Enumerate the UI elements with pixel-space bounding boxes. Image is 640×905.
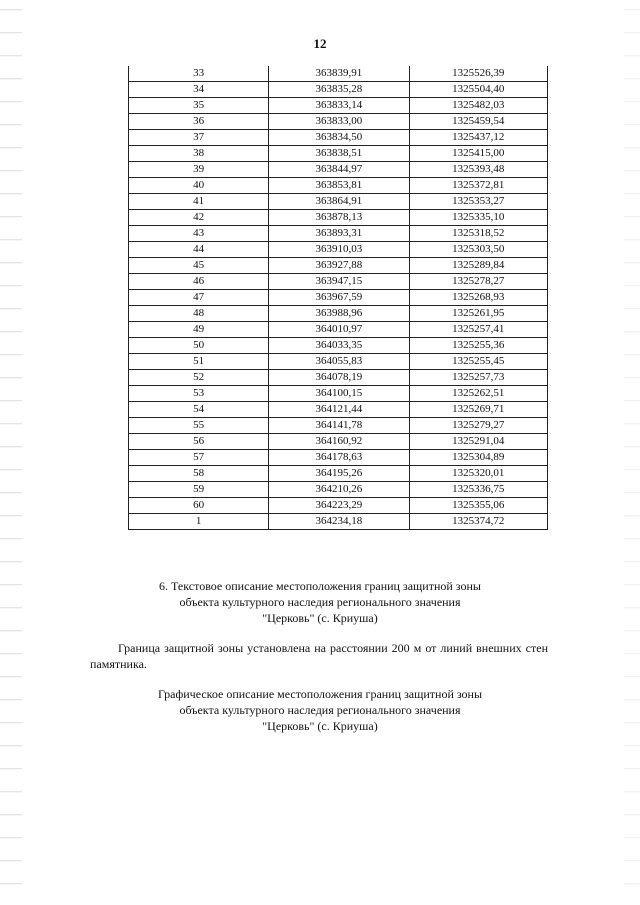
point-number-cell: 55 (129, 418, 269, 434)
point-number-cell: 57 (129, 450, 269, 466)
y-coordinate-cell: 1325289,84 (409, 258, 547, 274)
y-coordinate-cell: 1325255,45 (409, 354, 547, 370)
point-number-cell: 46 (129, 274, 269, 290)
table-row (129, 466, 548, 482)
y-coordinate-cell: 1325336,75 (409, 482, 547, 498)
point-number-cell: 37 (129, 130, 269, 146)
y-coordinate-cell: 1325257,73 (409, 370, 547, 386)
y-coordinate-cell: 1325526,39 (409, 66, 547, 82)
y-coordinate-cell: 1325415,00 (409, 146, 547, 162)
y-coordinate-cell: 1325504,40 (409, 82, 547, 98)
table-row (129, 226, 548, 242)
table-row (129, 322, 548, 338)
table-row (129, 82, 548, 98)
table-row (129, 162, 548, 178)
y-coordinate-cell: 1325291,04 (409, 434, 547, 450)
point-number-cell: 53 (129, 386, 269, 402)
y-coordinate-cell: 1325459,54 (409, 114, 547, 130)
x-coordinate-cell: 363910,03 (269, 242, 409, 258)
table-row (129, 114, 548, 130)
point-number-cell: 36 (129, 114, 269, 130)
x-coordinate-cell: 364223,29 (269, 498, 409, 514)
graphic-description-heading-line-1: Графическое описание местоположения границ защитной зоны (157, 687, 483, 701)
point-number-cell: 38 (129, 146, 269, 162)
x-coordinate-cell: 364234,18 (269, 514, 409, 530)
table-row (129, 210, 548, 226)
y-coordinate-cell: 1325320,01 (409, 466, 547, 482)
point-number-cell: 35 (129, 98, 269, 114)
table-row (129, 498, 548, 514)
point-number-cell: 33 (129, 66, 269, 82)
scan-artifact-right (624, 0, 640, 905)
point-number-cell: 51 (129, 354, 269, 370)
x-coordinate-cell: 364141,78 (269, 418, 409, 434)
point-number-cell: 58 (129, 466, 269, 482)
y-coordinate-cell: 1325393,48 (409, 162, 547, 178)
y-coordinate-cell: 1325261,95 (409, 306, 547, 322)
x-coordinate-cell: 363927,88 (269, 258, 409, 274)
section-6-heading (0, 578, 640, 626)
y-coordinate-cell: 1325437,12 (409, 130, 547, 146)
boundary-description-paragraph: Граница защитной зоны установлена на расстоянии 200 м от линий внешних стен памятника. (90, 641, 548, 671)
y-coordinate-cell: 1325257,41 (409, 322, 547, 338)
graphic-description-heading-line-2: объекта культурного наследия регионального значения (179, 703, 461, 717)
table-row (129, 354, 548, 370)
y-coordinate-cell: 1325262,51 (409, 386, 547, 402)
x-coordinate-cell: 363988,96 (269, 306, 409, 322)
table-row (129, 130, 548, 146)
table-row (129, 338, 548, 354)
x-coordinate-cell: 364160,92 (269, 434, 409, 450)
table-row (129, 274, 548, 290)
table-row (129, 306, 548, 322)
point-number-cell: 60 (129, 498, 269, 514)
point-number-cell: 40 (129, 178, 269, 194)
x-coordinate-cell: 364100,15 (269, 386, 409, 402)
section-6-heading-line-2: объекта культурного наследия регионального значения (179, 595, 461, 609)
graphic-description-heading (0, 686, 640, 734)
table-row (129, 146, 548, 162)
point-number-cell: 52 (129, 370, 269, 386)
point-number-cell: 48 (129, 306, 269, 322)
table-row (129, 290, 548, 306)
coordinates-table (128, 66, 548, 530)
point-number-cell: 54 (129, 402, 269, 418)
table-row (129, 402, 548, 418)
point-number-cell: 59 (129, 482, 269, 498)
x-coordinate-cell: 363853,81 (269, 178, 409, 194)
point-number-cell: 41 (129, 194, 269, 210)
y-coordinate-cell: 1325353,27 (409, 194, 547, 210)
x-coordinate-cell: 364195,26 (269, 466, 409, 482)
x-coordinate-cell: 363839,91 (269, 66, 409, 82)
table-row (129, 386, 548, 402)
x-coordinate-cell: 364010,97 (269, 322, 409, 338)
table-row (129, 194, 548, 210)
x-coordinate-cell: 363967,59 (269, 290, 409, 306)
x-coordinate-cell: 364055,83 (269, 354, 409, 370)
x-coordinate-cell: 364178,63 (269, 450, 409, 466)
point-number-cell: 43 (129, 226, 269, 242)
x-coordinate-cell: 363833,14 (269, 98, 409, 114)
table-row (129, 482, 548, 498)
x-coordinate-cell: 363878,13 (269, 210, 409, 226)
section-6-heading-line-3: "Церковь" (с. Криуша) (262, 611, 378, 625)
coordinates-table-body (129, 66, 548, 530)
point-number-cell: 45 (129, 258, 269, 274)
point-number-cell: 34 (129, 82, 269, 98)
point-number-cell: 50 (129, 338, 269, 354)
x-coordinate-cell: 363893,31 (269, 226, 409, 242)
y-coordinate-cell: 1325269,71 (409, 402, 547, 418)
y-coordinate-cell: 1325304,89 (409, 450, 547, 466)
point-number-cell: 44 (129, 242, 269, 258)
x-coordinate-cell: 363844,97 (269, 162, 409, 178)
table-row (129, 418, 548, 434)
table-row (129, 450, 548, 466)
x-coordinate-cell: 363835,28 (269, 82, 409, 98)
point-number-cell: 47 (129, 290, 269, 306)
y-coordinate-cell: 1325318,52 (409, 226, 547, 242)
x-coordinate-cell: 364210,26 (269, 482, 409, 498)
y-coordinate-cell: 1325255,36 (409, 338, 547, 354)
y-coordinate-cell: 1325335,10 (409, 210, 547, 226)
graphic-description-heading-line-3: "Церковь" (с. Криуша) (262, 719, 378, 733)
table-row (129, 258, 548, 274)
table-row (129, 242, 548, 258)
x-coordinate-cell: 364033,35 (269, 338, 409, 354)
page-number: 12 (313, 36, 327, 51)
point-number-cell: 1 (129, 514, 269, 530)
y-coordinate-cell: 1325279,27 (409, 418, 547, 434)
x-coordinate-cell: 363864,91 (269, 194, 409, 210)
table-row (129, 370, 548, 386)
point-number-cell: 49 (129, 322, 269, 338)
table-row (129, 178, 548, 194)
x-coordinate-cell: 363834,50 (269, 130, 409, 146)
x-coordinate-cell: 363833,00 (269, 114, 409, 130)
x-coordinate-cell: 363947,15 (269, 274, 409, 290)
table-row (129, 66, 548, 82)
y-coordinate-cell: 1325303,50 (409, 242, 547, 258)
point-number-cell: 56 (129, 434, 269, 450)
x-coordinate-cell: 363838,51 (269, 146, 409, 162)
x-coordinate-cell: 364121,44 (269, 402, 409, 418)
point-number-cell: 39 (129, 162, 269, 178)
point-number-cell: 42 (129, 210, 269, 226)
table-row (129, 514, 548, 530)
y-coordinate-cell: 1325482,03 (409, 98, 547, 114)
y-coordinate-cell: 1325372,81 (409, 178, 547, 194)
section-6-heading-line-1: 6. Текстовое описание местоположения границ защитной зоны (159, 579, 481, 593)
y-coordinate-cell: 1325355,06 (409, 498, 547, 514)
x-coordinate-cell: 364078,19 (269, 370, 409, 386)
table-row (129, 98, 548, 114)
y-coordinate-cell: 1325374,72 (409, 514, 547, 530)
table-row (129, 434, 548, 450)
y-coordinate-cell: 1325278,27 (409, 274, 547, 290)
y-coordinate-cell: 1325268,93 (409, 290, 547, 306)
scan-artifact-left (0, 0, 22, 905)
